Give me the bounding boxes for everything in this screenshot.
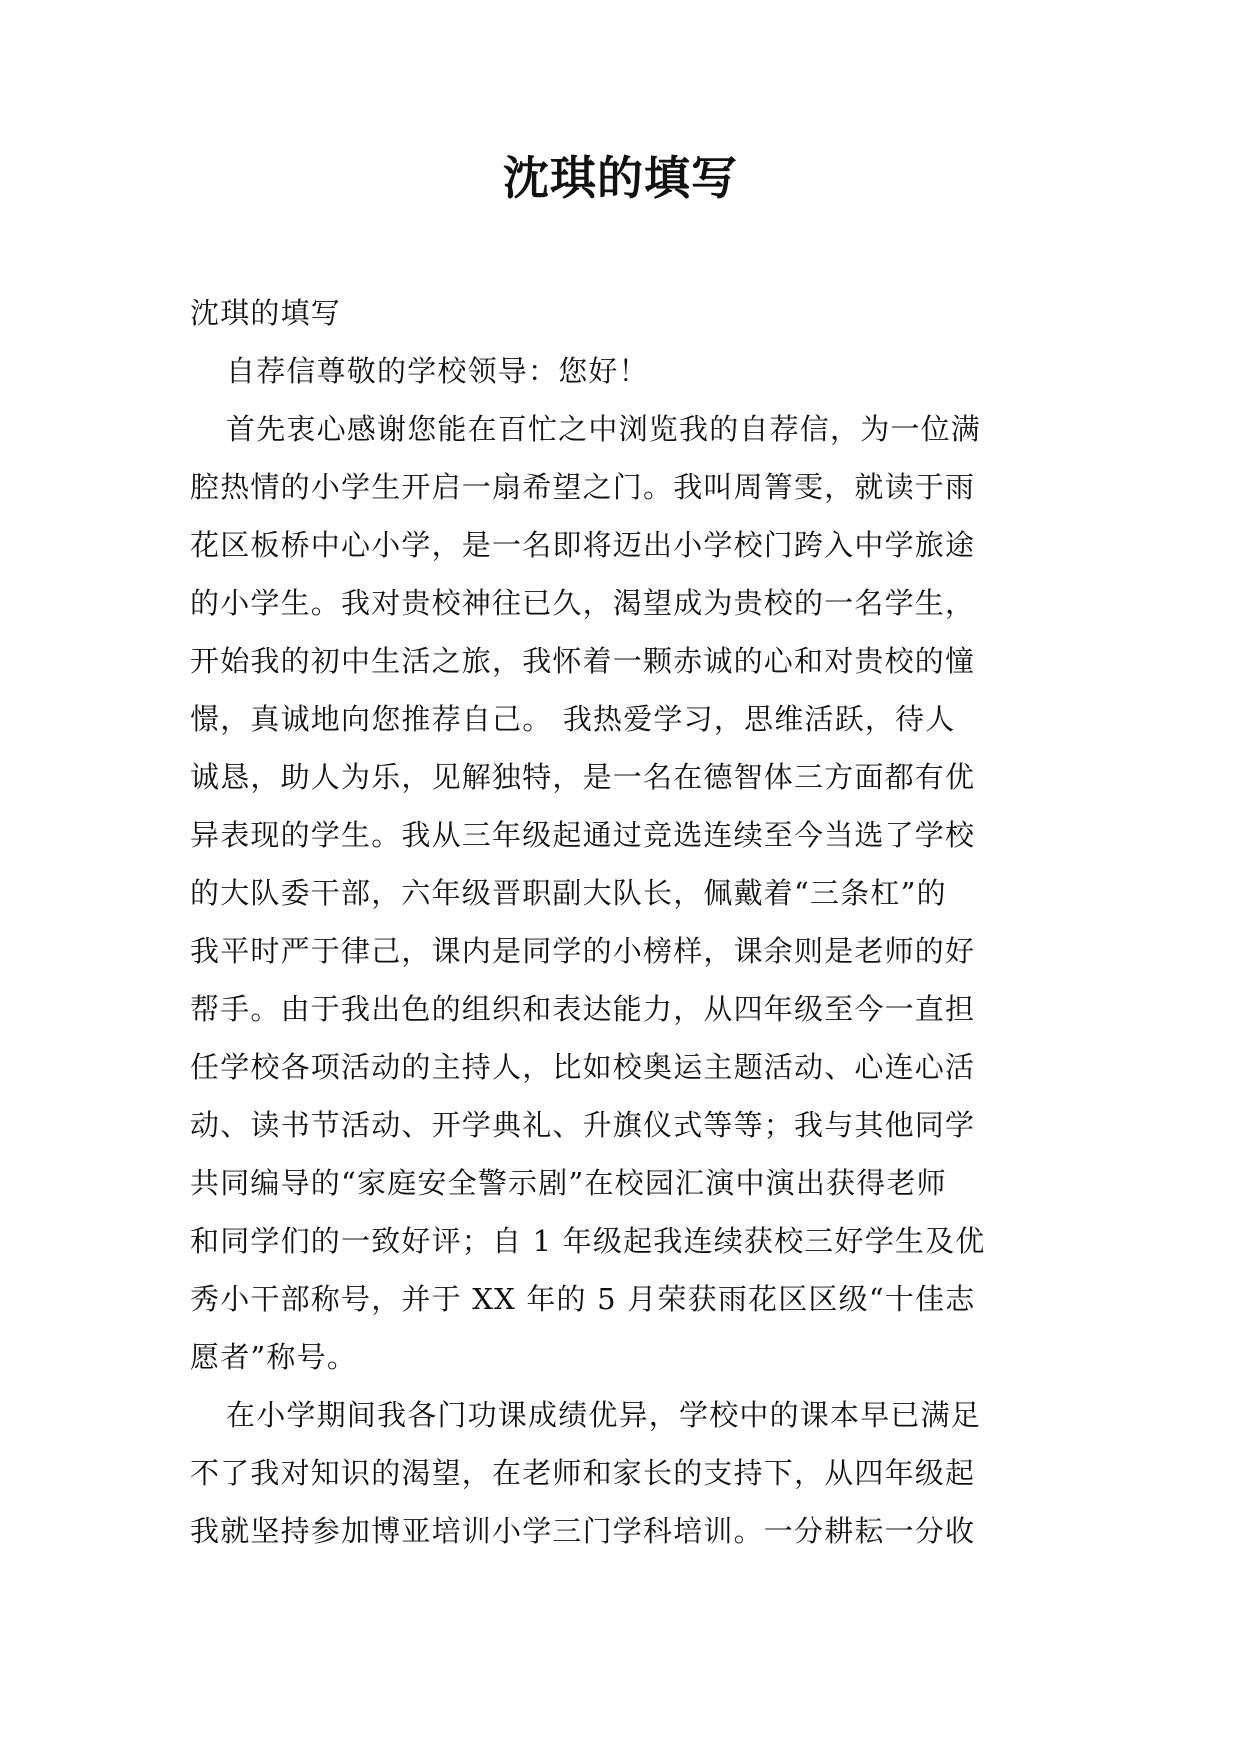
body-line: 我就坚持参加博亚培训小学三门学科培训。一分耕耘一分收: [190, 1514, 976, 1548]
body-line: 自荐信尊敬的学校领导：您好！: [226, 354, 649, 388]
body-line: 憬，真诚地向您推荐自己。 我热爱学习，思维活跃，待人: [190, 702, 956, 736]
body-line: 开始我的初中生活之旅，我怀着一颗赤诚的心和对贵校的憧: [190, 644, 976, 678]
body-line: 的小学生。我对贵校神往已久，渴望成为贵校的一名学生，: [190, 586, 976, 620]
body-line: 在小学期间我各门功课成绩优异，学校中的课本早已满足: [226, 1398, 982, 1432]
body-line: 我平时严于律己，课内是同学的小榜样，课余则是老师的好: [190, 934, 976, 968]
body-line: 花区板桥中心小学，是一名即将迈出小学校门跨入中学旅途: [190, 528, 976, 562]
document-body: [190, 284, 1050, 1560]
body-line: 愿者”称号。: [190, 1340, 358, 1374]
body-line: 的大队委干部，六年级晋职副大队长，佩戴着“三条杠”的: [190, 876, 947, 910]
body-line: 帮手。由于我出色的组织和表达能力，从四年级至今一直担: [190, 992, 976, 1026]
body-line: 不了我对知识的渴望，在老师和家长的支持下，从四年级起: [190, 1456, 976, 1490]
body-line: 动、读书节活动、开学典礼、升旗仪式等等；我与其他同学: [190, 1108, 976, 1142]
body-line: 诚恳，助人为乐，见解独特，是一名在德智体三方面都有优: [190, 760, 976, 794]
body-line: 任学校各项活动的主持人，比如校奥运主题活动、心连心活: [190, 1050, 976, 1084]
body-line: 共同编导的“家庭安全警示剧”在校园汇演中演出获得老师: [190, 1166, 947, 1200]
body-line: 首先衷心感谢您能在百忙之中浏览我的自荐信，为一位满: [226, 412, 982, 446]
document-title: 沈琪的填写: [503, 151, 738, 205]
body-line: 秀小干部称号，并于 XX 年的 5 月荣获雨花区区级“十佳志: [190, 1282, 976, 1316]
body-line: 异表现的学生。我从三年级起通过竞选连续至今当选了学校: [190, 818, 976, 852]
body-line: 沈琪的填写: [190, 296, 342, 330]
body-line: 腔热情的小学生开启一扇希望之门。我叫周箐雯，就读于雨: [190, 470, 976, 504]
body-line: 和同学们的一致好评；自 1 年级起我连续获校三好学生及优: [190, 1224, 986, 1258]
